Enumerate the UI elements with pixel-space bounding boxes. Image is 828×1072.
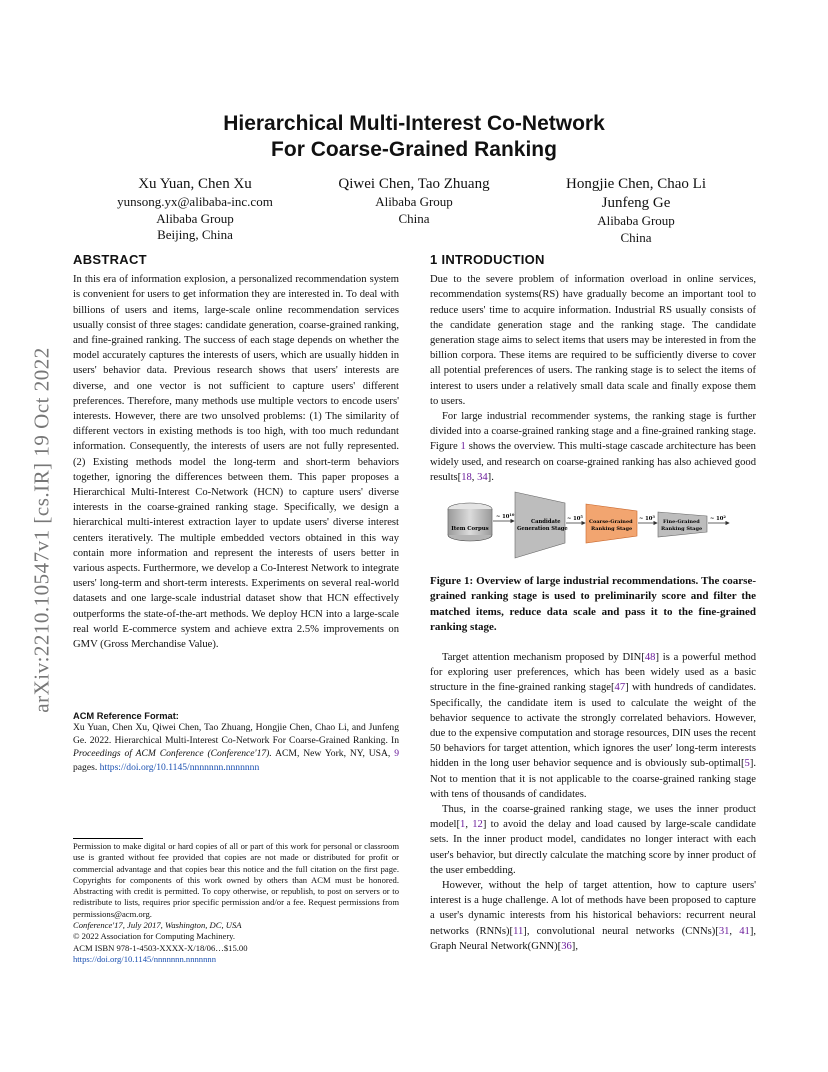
citation-link[interactable]: 18 [461,471,472,483]
citation-link[interactable]: 11 [513,925,524,937]
citation-link[interactable]: 41 [739,925,750,937]
count-exponent: 10 [509,513,515,517]
author-names: Hongjie Chen, Chao Li [566,176,706,192]
permission-block [73,841,399,965]
citation-link[interactable]: 34 [477,471,488,483]
text-span: For large industrial recommender systems, the ranking stage is further divided into a coarse-grained ranking stage and a fine-grained ranking stage. Figure [430,411,756,453]
citation-link[interactable]: 5 [744,758,750,770]
arxiv-sidebar [12,300,72,760]
introduction-section [430,252,756,485]
intro-paragraph-1: Due to the severe problem of information overload in online services, recommendation systems(RS) have gradually become an important tool to reduce users' time to acquire information. Industrial RS usually consists of the candidate generation stage and the ranking stage. The candidate generation stage aims to select items that users may be interested in from the billion corpora. These items are required to be sufficiently diverse to cover all potential preferences of users. The ranking stage is to select the items of interest to users under a relatively small data scale and finally expose them to users. [430,274,756,407]
author-block-3 [540,175,732,246]
author-affiliation: Alibaba Group [597,213,675,228]
arxiv-identifier: arXiv:2210.10547v1 [cs.IR] 19 Oct 2022 [29,347,54,713]
count-value: ~ 10 [639,516,653,522]
author-names-2: Junfeng Ge [601,195,671,211]
author-email: yunsong.yx@alibaba-inc.com [117,194,273,209]
count-label-1 [496,513,515,520]
text-span: ], Graph Neural Network(GNN)[ [430,925,757,952]
candidate-label-1: Candidate [531,519,561,525]
coarse-label-2: Ranking Stage [591,526,633,532]
count-label-2 [567,515,583,522]
acm-reference [73,711,399,774]
fine-label-1: Fine-Grained [663,519,700,525]
footnote-rule [73,838,143,839]
count-exponent: 3 [652,515,655,519]
citation-link[interactable]: 1 [460,819,466,831]
author-affiliation: Alibaba Group [156,210,234,226]
permission-text: Permission to make digital or hard copies of all or part of this work for personal or classroom use is granted without fee provided that copies are not made or distributed for profit or commercial advantage and that copies bear this notice and the full citation on the first page. Copyrights for components of this work owned by others than ACM must be honored. Abstracting with credit is permitted. To copy otherwise, or republish, to post on servers or to redistribute to lists, requires prior specific permission and/or a fee. Request permissions from permissions@acm.org. [73,841,399,919]
author-names: Qiwei Chen, Tao Zhuang [338,176,490,192]
title-line-2: For Coarse-Grained Ranking [271,138,557,161]
fine-label-2: Ranking Stage [661,526,703,532]
text-span: ] to avoid the delay and load caused by large-scale candidate sets. In the inner product model, candidates no longer interact with each user's behavior, but directly calculate the matching score by inner product of the user embedding. [430,819,757,876]
text-span: ]. Not to mention that it is not applicable to the coarse-grained ranking stage with tens of thousands of candidates. [430,758,756,800]
citation-link[interactable]: 36 [561,940,572,952]
count-exponent: 5 [580,515,583,519]
acm-ref-text [73,721,399,774]
abstract-heading: ABSTRACT [73,252,147,267]
corpus-label: Item Corpus [451,526,489,532]
author-location: China [620,229,652,245]
abstract-text: In this era of information explosion, a personalized recommendation system is convenient for users to get information they are interested in. To deal with billions of users and items, large-scale online recommendation services usually consist of three stages: candidate generation, coarse-grained ranking, and fine-grained ranking. The success of each stage depends on whether the model accurately captures the interests of users, which are usually hidden in users' behavior data. Previous research shows that users' interests are diverse, and one vector is not sufficient to capture users' different preferences. Therefore, many methods use multiple vectors to encode users' interests. However, there are two unsolved problems: (1) The similarity of different vectors in existing methods is too high, with too much redundant information. Consequently, the interests of users are not fully represented. (2) Existing methods model the long-term and short-term behaviors together, ignoring the differences between them. This paper proposes a Hierarchical Multi-Interest Co-Network (HCN) to capture users' diverse interests in the coarse-grained ranking stage. Specifically, we design a hierarchical multi-interest extraction layer to update users' diverse interest centers iteratively. The multiple embedded vectors obtained in this way contain more information and represent the interests of users better in various aspects. Furthermore, we develop a Co-Interest Network to integrate users' long-term and short-term interests. Experiments on several real-world datasets and one large-scale industrial dataset show that HCN effectively outperforms the state-of-the-art methods. We deploy HCN into a large-scale real world E-commerce system and achieve extra 2.5% improvements on GMV (Gross Merchandise Value). [73,274,399,651]
author-block-1 [100,175,290,244]
count-exponent: 2 [723,515,726,519]
count-value: ~ 10 [567,516,581,522]
paper-title [0,111,828,163]
acm-ref-part: Xu Yuan, Chen Xu, Qiwei Chen, Tao Zhuang, Hongjie Chen, Chao Li, and Junfeng Ge. 2022. Hierarchical Multi-Interest Co-Network For Coarse-Grained Ranking. In [73,722,399,747]
text-span: Thus, in the coarse-grained ranking stage, we uses the inner product model[ [430,804,756,831]
acm-ref-pages-link[interactable]: 9 [394,748,399,760]
text-span: shows the overview. This multi-stage cascade architecture has been widely used, and research on coarse-grained ranking has also achieved good results[ [430,441,756,483]
coarse-label-1: Coarse-Grained [589,519,633,525]
acm-ref-heading: ACM Reference Format: [73,711,179,721]
text-span: However, without the help of target attention, how to capture users' interest is a huge challenge. A lot of methods have been proposed to capture a user's dynamic interests from his historical behaviors: recurrent neural networks (RNNs)[ [430,880,756,937]
candidate-label-2: Generation Stage [517,526,568,532]
candidate-generation-stage [515,492,565,558]
abstract-section [73,252,399,652]
citation-link[interactable]: 31 [718,925,730,937]
count-label-4 [710,515,726,522]
text-span: ]. [487,471,494,483]
intro-paragraph-5: However, without the help of target attention, how to capture users' interest is a huge challenge. A lot of methods have been proposed to capture a user's dynamic interests from his historical behaviors: recurrent neural networks (RNNs)[11], convolutional neural networks (CNNs)[31, 41], Graph Neural Network(GNN)[36], [430,880,757,952]
isbn-line: ACM ISBN 978-1-4503-XXXX-X/18/06…$15.00 [73,942,248,953]
acm-ref-venue: Proceedings of ACM Conference (Conference'17). [73,748,272,760]
text-span: Target attention mechanism proposed by DIN[ [442,652,645,663]
count-value: ~ 10 [496,514,510,520]
intro-paragraph-2: For large industrial recommender systems, the ranking stage is further divided into a coarse-grained ranking stage and a fine-grained ranking stage. Figure 1 shows the overview. This multi-stage cascade architecture has been widely used, and research on coarse-grained ranking has also achieved good results[18, 34]. [430,411,756,483]
intro-paragraph-3 [430,650,756,802]
author-affiliation: Alibaba Group [375,194,453,209]
copyright-line: © 2022 Association for Computing Machinery. [73,931,236,942]
intro-heading: 1 INTRODUCTION [430,252,545,267]
doi-link[interactable]: https://doi.org/10.1145/nnnnnnn.nnnnnnn [73,953,216,964]
conference-line: Conference'17, July 2017, Washington, DC, USA [73,920,242,931]
text-span: ], [571,940,578,952]
figure-1-caption: Figure 1: Overview of large industrial recommendations. The coarse-grained ranking stage is used to preliminarily score and filter the matched items, reduce data scale and pass it to the fine-grained ranking stage. [430,575,756,634]
figure-1-diagram [445,487,745,562]
acm-ref-part: ACM, New York, NY, USA, [271,748,395,760]
intro-paragraph-4: Thus, in the coarse-grained ranking stage, we uses the inner product model[1, 12] to avoid the delay and load caused by large-scale candidate sets. In the inner product model, candidates no longer interact with each user's behavior, but directly calculate the matching score by inner product of the user embedding. [430,804,757,876]
introduction-continued [430,650,756,954]
count-value: ~ 10 [710,516,724,522]
text-span: ] is a powerful method for exploring user preferences, which has been widely used as a basic structure in the fine-grained ranking stage[ [430,652,756,694]
text-span: ], convolutional neural networks (CNNs)[ [523,925,719,937]
author-location: China [398,210,430,226]
citation-link[interactable]: 47 [614,682,626,694]
author-location: Beijing, China [157,227,233,242]
text-span: ] with hundreds of candidates. Specifically, the candidate item is used to calculate the weight of the behavior sequence to activate the strongly correlated behaviors. However, due to the expensive computation and storage resources, DIN uses the recent 50 behaviors for target attention, which ignores the user' long-term interests hidden in the long user behavior sequence and is obviously sub-optimal[ [430,682,756,770]
citation-link[interactable]: 12 [472,819,483,831]
author-names: Xu Yuan, Chen Xu [138,176,252,192]
author-block-2 [310,175,518,227]
acm-ref-doi-link[interactable]: https://doi.org/10.1145/nnnnnnn.nnnnnnn [99,761,260,773]
count-label-3 [639,515,655,522]
citation-link[interactable]: 48 [644,652,656,663]
title-line-1: Hierarchical Multi-Interest Co-Network [223,112,605,135]
acm-ref-part: pages. [73,761,100,773]
figure-ref-link[interactable]: 1 [460,441,466,453]
item-corpus-cylinder [448,503,492,541]
